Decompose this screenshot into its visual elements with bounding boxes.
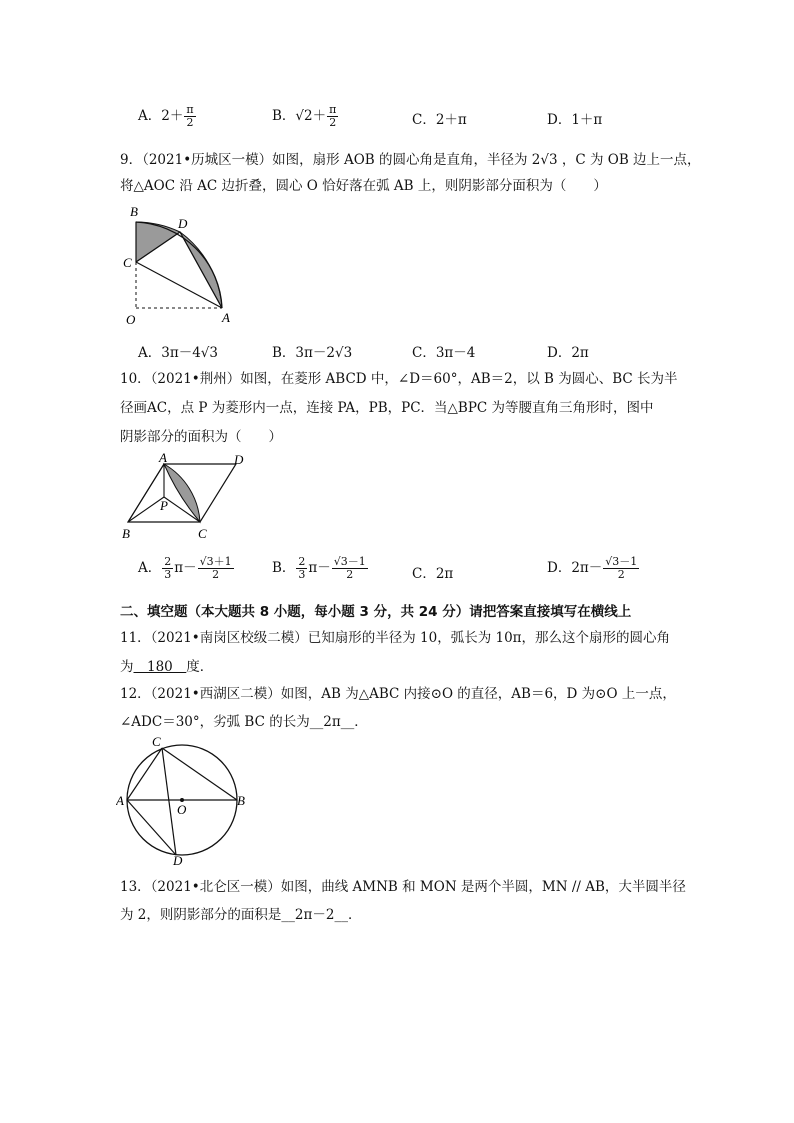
q8-option-a: A．2＋ $\frac{\pi}{2}$ (138, 103, 194, 129)
q9-option-c: C．3π－4 (412, 345, 476, 361)
q9-label-o: O (126, 312, 136, 327)
q10-figure (118, 452, 258, 544)
q12-label-b: B (237, 793, 245, 808)
q9-label-a: A (222, 310, 230, 325)
q9-option-d: D．2π (547, 345, 589, 361)
q9-option-a: A．3π－4√3 (138, 345, 218, 361)
q10-option-c: C．2π (412, 566, 454, 582)
q12-answer: __2π__ (309, 714, 355, 730)
q10-label-b: B (122, 526, 130, 541)
q10-label-p: P (160, 498, 168, 513)
q9-label-d: D (178, 216, 188, 231)
q12-label-o: O (177, 802, 187, 817)
q11-answer: 180 (133, 659, 187, 675)
q9-line1: 9．（2021•历城区一模）如图，扇形 AOB 的圆心角是直角，半径为 2√3 ，C 为 OB 边上一点， (120, 152, 701, 168)
q10-label-d: D (234, 452, 244, 467)
q9-shade-left (136, 222, 180, 262)
section-heading: 二、填空题（本大题共 8 小题，每小题 3 分，共 24 分）请把答案直接填写在横线上 (120, 604, 632, 620)
q12-label-d: D (173, 853, 183, 866)
q9-figure (118, 200, 248, 330)
q10-shade (164, 464, 200, 522)
q12-label-c: C (152, 734, 161, 749)
q10-line3: 阴影部分的面积为（ ） (120, 429, 282, 445)
q9-label-b: B (130, 204, 138, 219)
q13-line1: 13．（2021•北仑区一模）如图，曲线 AMNB 和 MON 是两个半圆，MN // AB，大半圆半径 (120, 879, 686, 895)
q11-line1: 11．（2021•南岗区校级二模）已知扇形的半径为 10，弧长为 10π，那么这个扇形的圆心角 (120, 630, 671, 646)
q10-option-a: A． $\frac{2}{3}$ π－ $\frac{√3+1}{2}$ (138, 555, 232, 581)
q10-label-c: C (198, 526, 207, 541)
q10-option-b: B． $\frac{2}{3}$ π－ $\frac{√3-1}{2}$ (272, 555, 366, 581)
q13-answer: __2π－2__ (281, 907, 348, 923)
q8-option-d: D．1＋π (547, 112, 603, 128)
q10-option-d: D．2π－ $\frac{√3-1}{2}$ (547, 555, 638, 581)
q10-line2: 径画AC，点 P 为菱形内一点，连接 PA，PB，PC．当△BPC 为等腰直角三角形时，图中 (120, 400, 654, 416)
q9-line2: 将△AOC 沿 AC 边折叠，圆心 O 恰好落在弧 AB 上，则阴影部分面积为（ ） (120, 178, 607, 194)
q9-option-b: B．3π－2√3 (272, 345, 353, 361)
q10-line1: 10．（2021•荆州）如图，在菱形 ABCD 中，∠D＝60°，AB＝2，以 B 为圆心、BC 长为半 (120, 371, 678, 387)
q12-line1: 12．（2021•西湖区二模）如图，AB 为△ABC 内接⊙O 的直径，AB＝6，D 为⊙O 上一点， (120, 686, 676, 702)
q9-label-c: C (123, 255, 132, 270)
q12-label-a: A (116, 793, 124, 808)
q12-figure (116, 734, 256, 866)
q8-option-c: C．2＋π (412, 112, 467, 128)
q10-label-a: A (159, 452, 167, 465)
q13-line2: 为 2，则阴影部分的面积是__2π－2__． (120, 907, 362, 923)
q8-option-b: B．√2＋ $\frac{\pi}{2}$ (272, 103, 337, 129)
q11-line2: 为 180 度． (120, 659, 214, 675)
q12-line2: ∠ADC＝30°，劣弧 BC 的长为__2π__． (120, 714, 368, 730)
